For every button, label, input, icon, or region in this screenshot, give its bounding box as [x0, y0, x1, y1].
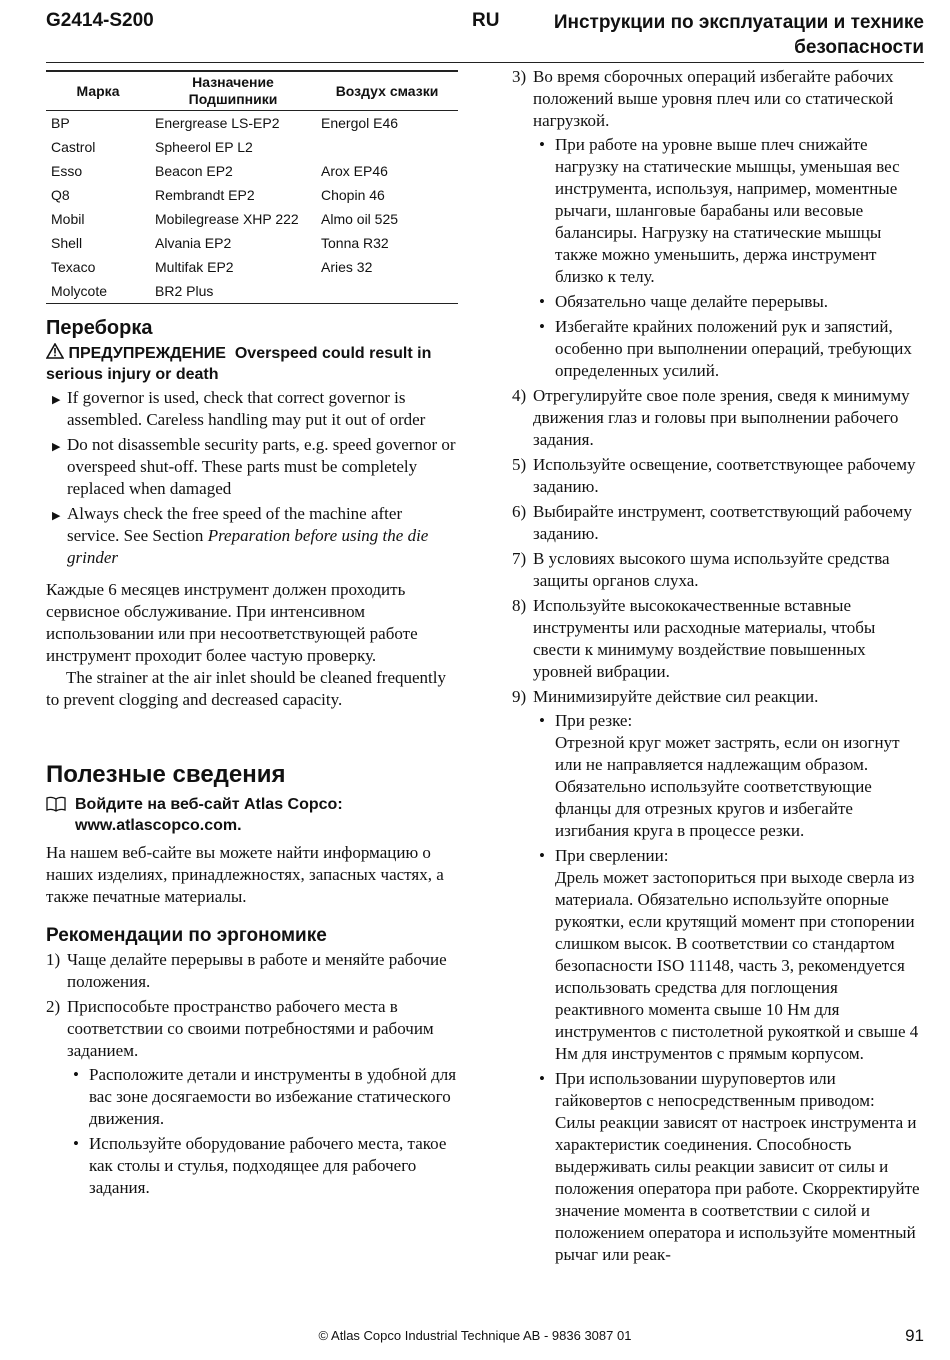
bullet-item	[533, 291, 924, 313]
website-link-note	[46, 794, 458, 836]
left-column	[46, 70, 458, 1202]
ergonomics-list-left	[46, 949, 458, 1199]
bullet-item	[533, 316, 924, 382]
table-cell: Rembrandt EP2	[155, 187, 255, 203]
list-item	[46, 503, 458, 569]
table-cell: Aries 32	[321, 259, 373, 275]
numbered-item	[512, 548, 924, 592]
right-column	[512, 66, 924, 1269]
grease-table-header	[46, 71, 458, 111]
overhaul-heading: Переборка	[46, 317, 153, 339]
numbered-item	[512, 66, 924, 382]
website-info-paragraph: На нашем веб-сайте вы можете найти информацию о наших изделиях, принадлежностях, запасных частях, а также печатные материалы.	[46, 843, 444, 906]
triangle-bullet-icon: ▶	[52, 394, 61, 406]
bullet-dot-icon: •	[73, 1065, 79, 1084]
table-cell: Mobilegrease XHP 222	[155, 211, 299, 227]
bullet-text: Используйте оборудование рабочего места, такое как столы и стулья, подходящее для рабочего задания.	[89, 1134, 447, 1197]
col-header-bearings: Назначение Подшипники	[188, 74, 278, 107]
table-cell: Alvania EP2	[155, 235, 232, 251]
bullet-list	[67, 1064, 458, 1199]
bullet-dot-icon: •	[539, 135, 545, 154]
list-item	[46, 434, 458, 500]
table-cell: BR2 Plus	[150, 279, 316, 304]
item-number: 8)	[512, 596, 527, 615]
col-header-air-lubricant: Воздух смазки	[335, 82, 439, 99]
table-cell: Q8	[51, 187, 70, 203]
list-item-text: If governor is used, check that correct governor is assembled. Careless handling may put it out of order	[67, 388, 426, 429]
table-cell: Mobil	[51, 211, 85, 227]
table-row	[46, 231, 458, 255]
document-title: Инструкции по эксплуатации и технике безопасности	[553, 12, 924, 58]
numbered-item	[512, 454, 924, 498]
bullet-dot-icon: •	[539, 1069, 545, 1088]
ergonomics-heading: Рекомендации по эргономике	[46, 925, 327, 946]
item-text: Приспособьте пространство рабочего места в соответствии со своими потребностями и рабочим заданием.	[67, 997, 434, 1060]
bullet-dot-icon: •	[73, 1134, 79, 1153]
table-cell: Castrol	[51, 139, 96, 155]
table-cell: Energol E46	[321, 115, 399, 131]
bullet-text: Обязательно чаще делайте перерывы.	[555, 292, 829, 311]
triangle-bullet-icon: ▶	[52, 441, 61, 453]
bullet-text: При работе на уровне выше плеч снижайте нагрузку на статические мышцы, уменьшая вес инструмента, используя, например, моментные рычаги, шланговые барабаны или весовые балансиры. Нагрузку на статические мышцы также можно уменьшить, держа инструмент близко к телу.	[555, 135, 900, 286]
table-cell	[316, 135, 458, 159]
table-cell: Chopin 46	[321, 187, 385, 203]
bullet-dot-icon: •	[539, 711, 545, 730]
table-cell: Energrease LS-EP2	[155, 115, 280, 131]
bullet-text: Избегайте крайних положений рук и запястий, особенно при выполнении операций, требующих определенных усилий.	[555, 317, 912, 380]
section-reference: Preparation before using the die grinder	[67, 526, 429, 567]
warning-text: Overspeed could result in serious injury or death	[46, 345, 432, 383]
item-text: Чаще делайте перерывы в работе и меняйте рабочие положения.	[67, 950, 447, 991]
table-cell: Tonna R32	[321, 235, 389, 251]
bullet-text: При резке: Отрезной круг может застрять, если он изогнут или не направляется надлежащим образом. Обязательно используйте соответствующие фланцы для отрезных кругов и избегайте изгибания круга в процессе резки.	[555, 711, 900, 840]
grease-table	[46, 70, 458, 304]
bullet-text: Расположите детали и инструменты в удобной для вас зоне досягаемости во избежание статического движения.	[89, 1065, 457, 1128]
open-book-icon	[46, 796, 66, 812]
table-cell	[316, 279, 458, 304]
bullet-item	[533, 1068, 924, 1266]
bullet-text: При использовании шуруповертов или гайковертов с непосредственным приводом: Силы реакции зависят от настроек инструмента и характеристик соединения. Способность выдерживать силы реакции зависит от силы и положения оператора при работе. Скорректируйте значение момента в соответствии с силой и положением оператора и используйте моментный рычаг или реак-	[555, 1069, 920, 1264]
item-text: Используйте освещение, соответствующее рабочему заданию.	[533, 455, 916, 496]
table-cell: Esso	[51, 163, 83, 179]
numbered-item	[512, 686, 924, 1266]
bullet-dot-icon: •	[539, 317, 545, 336]
table-cell: Almo oil 525	[321, 211, 399, 227]
item-text: Во время сборочных операций избегайте рабочих положений выше уровня плеч или со статической нагрузкой.	[533, 67, 894, 130]
table-row	[46, 255, 458, 279]
bullet-text: При сверлении: Дрель может застопориться при выходе сверла из материала. Обязательно используйте опорные рукоятки, если крутящий момент при стопорении слишком высок. В соответствии со стандартом безопасности ISO 11148, часть 3, рекомендуется использовать средства для поглощения реактивного момента свыше 10 Нм для инструментов с пистолетной рукояткой и свыше 4 Нм для инструментов с прямым корпусом.	[555, 846, 919, 1063]
bullet-item	[67, 1064, 458, 1130]
table-cell: Shell	[51, 235, 83, 251]
list-item-text: Do not disassemble security parts, e.g. speed governor or overspeed shut-off. These parts must be completely replaced when damaged	[67, 435, 456, 498]
item-text: Минимизируйте действие сил реакции.	[533, 687, 819, 706]
page-number: 91	[905, 1326, 924, 1345]
overhaul-warning-list	[46, 387, 458, 569]
table-cell: BP	[51, 115, 70, 131]
bullet-item	[533, 710, 924, 842]
bullet-item	[533, 845, 924, 1065]
bullet-item	[67, 1133, 458, 1199]
bullet-item	[533, 134, 924, 288]
website-link[interactable]: Войдите на веб-сайт Atlas Copco: www.atlascopco.com.	[75, 796, 343, 834]
item-text: Отрегулируйте свое поле зрения, сведя к минимуму движения глаз и головы при выполнении рабочего задания.	[533, 386, 910, 449]
bullet-dot-icon: •	[539, 292, 545, 311]
item-number: 1)	[46, 950, 61, 969]
header-divider	[46, 62, 924, 63]
bullet-list	[533, 134, 924, 382]
col-header-brand: Марка	[76, 82, 120, 99]
document-model: G2414-S200	[46, 10, 154, 31]
table-cell: Molycote	[46, 279, 150, 304]
useful-info-heading: Полезные сведения	[46, 761, 286, 788]
overspeed-warning	[46, 343, 458, 385]
table-row	[46, 159, 458, 183]
triangle-bullet-icon: ▶	[52, 510, 61, 522]
warning-triangle-icon	[46, 343, 64, 359]
numbered-item	[46, 949, 458, 993]
table-row	[46, 207, 458, 231]
item-text: В условиях высокого шума используйте средства защиты органов слуха.	[533, 549, 890, 590]
item-number: 5)	[512, 455, 527, 474]
warning-label: ПРЕДУПРЕЖДЕНИЕ	[68, 345, 226, 362]
numbered-item	[512, 385, 924, 451]
ergonomics-list-right	[512, 66, 924, 1266]
table-cell: Beacon EP2	[155, 163, 233, 179]
strainer-paragraph: The strainer at the air inlet should be cleaned frequently to prevent clogging and decreased capacity.	[46, 668, 446, 709]
footer-copyright: © Atlas Copco Industrial Technique AB - 9836 3087 01	[318, 1328, 632, 1343]
numbered-item	[512, 595, 924, 683]
item-number: 3)	[512, 67, 527, 86]
bullet-list	[533, 710, 924, 1266]
language-code: RU	[472, 10, 500, 31]
item-number: 4)	[512, 386, 527, 405]
numbered-item	[512, 501, 924, 545]
table-row	[46, 183, 458, 207]
table-cell: Arox EP46	[321, 163, 388, 179]
numbered-item	[46, 996, 458, 1199]
table-row	[46, 279, 458, 304]
table-row	[46, 135, 458, 159]
item-number: 7)	[512, 549, 527, 568]
grease-table-body	[46, 111, 458, 304]
table-cell: Multifak EP2	[155, 259, 234, 275]
table-cell: Texaco	[51, 259, 96, 275]
table-cell: Spheerol EP L2	[155, 139, 253, 155]
item-text: Выбирайте инструмент, соответствующий рабочему заданию.	[533, 502, 912, 543]
list-item-text: Always check the free speed of the machine after service. See Section	[67, 504, 403, 545]
table-row	[46, 111, 458, 136]
item-number: 9)	[512, 687, 527, 706]
list-item	[46, 387, 458, 431]
bullet-dot-icon: •	[539, 846, 545, 865]
item-text: Используйте высококачественные вставные инструменты или расходные материалы, чтобы свести к минимуму воздействие повышенных уровней вибрации.	[533, 596, 876, 681]
item-number: 6)	[512, 502, 527, 521]
service-interval-paragraph: Каждые 6 месяцев инструмент должен проходить сервисное обслуживание. При интенсивном использовании или при несоответствующей работе инструмент проходит более частую проверку.	[46, 580, 418, 665]
item-number: 2)	[46, 997, 61, 1016]
